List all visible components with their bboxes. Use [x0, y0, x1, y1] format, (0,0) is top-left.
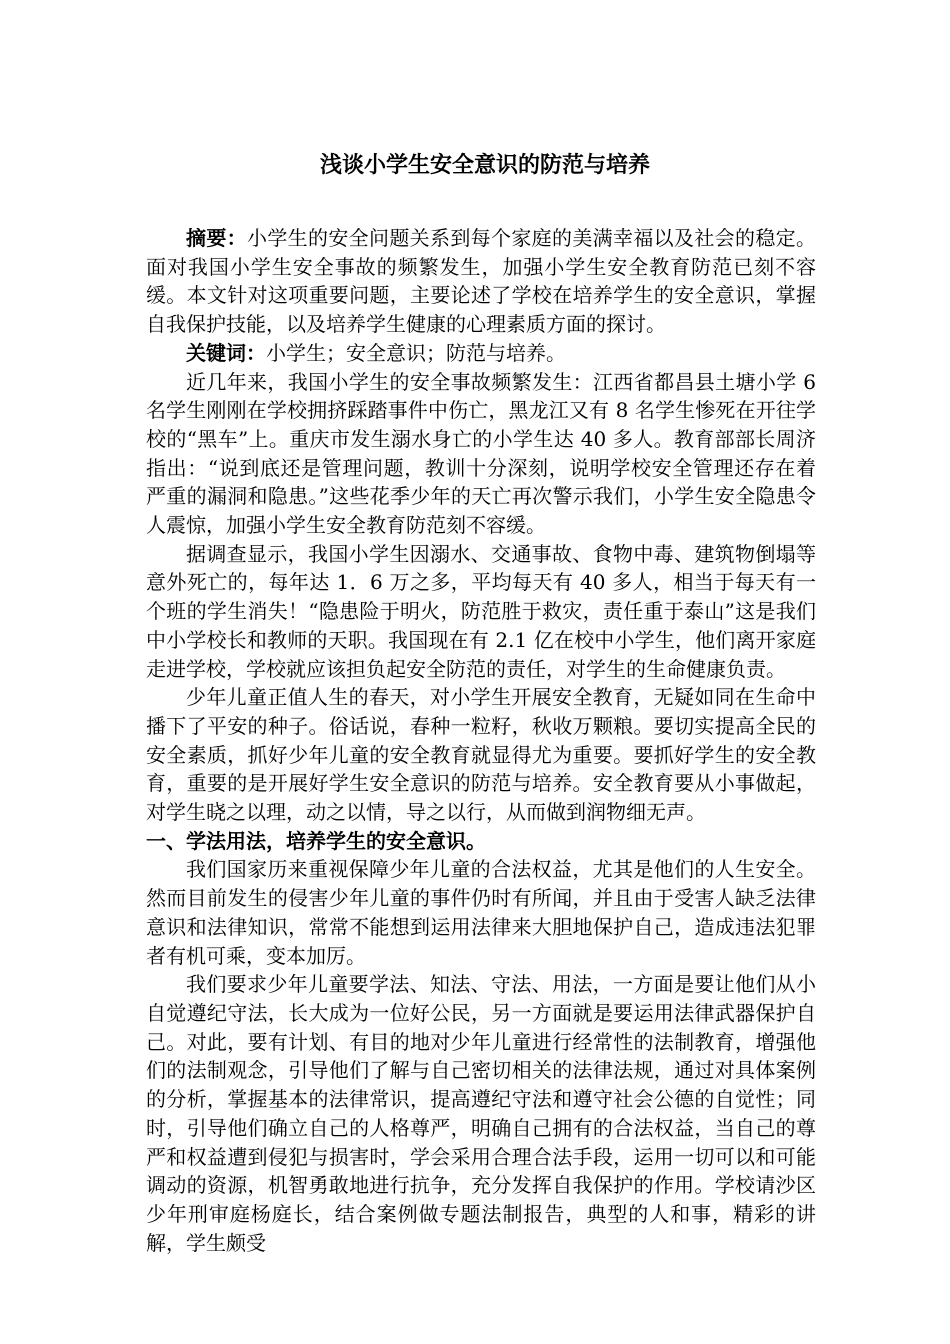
body-paragraph-1: 近几年来，我国小学生的安全事故频繁发生：江西省都昌县土塘小学 6 名学生刚刚在学校拥挤踩踏事件中伤亡，黑龙江又有 8 名学生惨死在开往学校的“黑车”上。重庆市发生溺水身亡的小学生达 40 多人。教育部部长周济指出：“说到底还是管理问题，教训十分深刻，说明学校安全管理还存在着严重的漏洞和隐患。”这些花季少年的天亡再次警示我们，小学生安全隐患令人震惊，加强小学生安全教育防范刻不容缓。: [146, 369, 816, 538]
abstract-label: 摘要：: [186, 226, 247, 250]
body-paragraph-3: 少年儿童正值人生的春天，对小学生开展安全教育，无疑如同在生命中播下了平安的种子。俗话说，春种一粒籽，秋收万颗粮。要切实提高全民的安全素质，抓好少年儿童的安全教育就显得尤为重要。要抓好学生的安全教育，重要的是开展好学生安全意识的防范与培养。安全教育要从小事做起，对学生晓之以理，动之以情，导之以行，从而做到润物细无声。: [146, 685, 816, 825]
body-paragraph-2: 据调查显示，我国小学生因溺水、交通事故、食物中毒、建筑物倒塌等意外死亡的，每年达 1．6 万之多，平均每天有 40 多人，相当于每天有一个班的学生消失！“隐患险于明火，防范胜于救灾，责任重于泰山”这是我们中小学校长和教师的天职。我国现在有 2.1 亿在校中小学生，他们离开家庭走进学校，学校就应该担负起安全防范的责任，对学生的生命健康负责。: [146, 541, 816, 681]
abstract-paragraph: [146, 224, 816, 339]
keywords-label: 关键词：: [186, 340, 266, 365]
section1-paragraph-1: 我们国家历来重视保障少年儿童的合法权益，尤其是他们的人生安全。然而目前发生的侵害少年儿童的事件仍时有所闻，并且由于受害人缺乏法律意识和法律知识，常常不能想到运用法律来大胆地保护自己，造成违法犯罪者有机可乘，变本加厉。: [146, 857, 816, 968]
keywords-text: 小学生；安全意识；防范与培养。: [266, 340, 566, 365]
document-title: 浅谈小学生安全意识的防范与培养: [319, 152, 650, 178]
keywords-paragraph: [146, 339, 816, 368]
section1-paragraph-2: 我们要求少年儿童要学法、知法、守法、用法，一方面是要让他们从小自觉遵纪守法，长大成为一位好公民，另一方面就是要运用法律武器保护自己。对此，要有计划、有目的地对少年儿童进行经常性的法制教育，增强他们的法制观念，引导他们了解与自己密切相关的法律法规，通过对具体案例的分析，掌握基本的法律常识，提高遵纪守法和遵守社会公德的自觉性；同时，引导他们确立自己的人格尊严，明确自己拥有的合法权益，当自己的尊严和权益遭到侵犯与损害时，学会采用合理合法手段，运用一切可以和可能调动的资源，机智勇敢地进行抗争，充分发挥自我保护的作用。学校请沙区少年刑审庭杨庭长，结合案例做专题法制报告，典型的人和事，精彩的讲解，学生颇受: [146, 972, 816, 1255]
document-page: [146, 150, 816, 1257]
abstract-text: 小学生的安全问题关系到每个家庭的美满幸福以及社会的稳定。面对我国小学生安全事故的频繁发生，加强小学生安全教育防范已刻不容缓。本文针对这项重要问题，主要论述了学校在培养学生的安全意识，掌握自我保护技能，以及培养学生健康的心理素质方面的探讨。: [146, 226, 816, 337]
section-heading-1: 一、学法用法，培养学生的安全意识。: [146, 828, 486, 853]
